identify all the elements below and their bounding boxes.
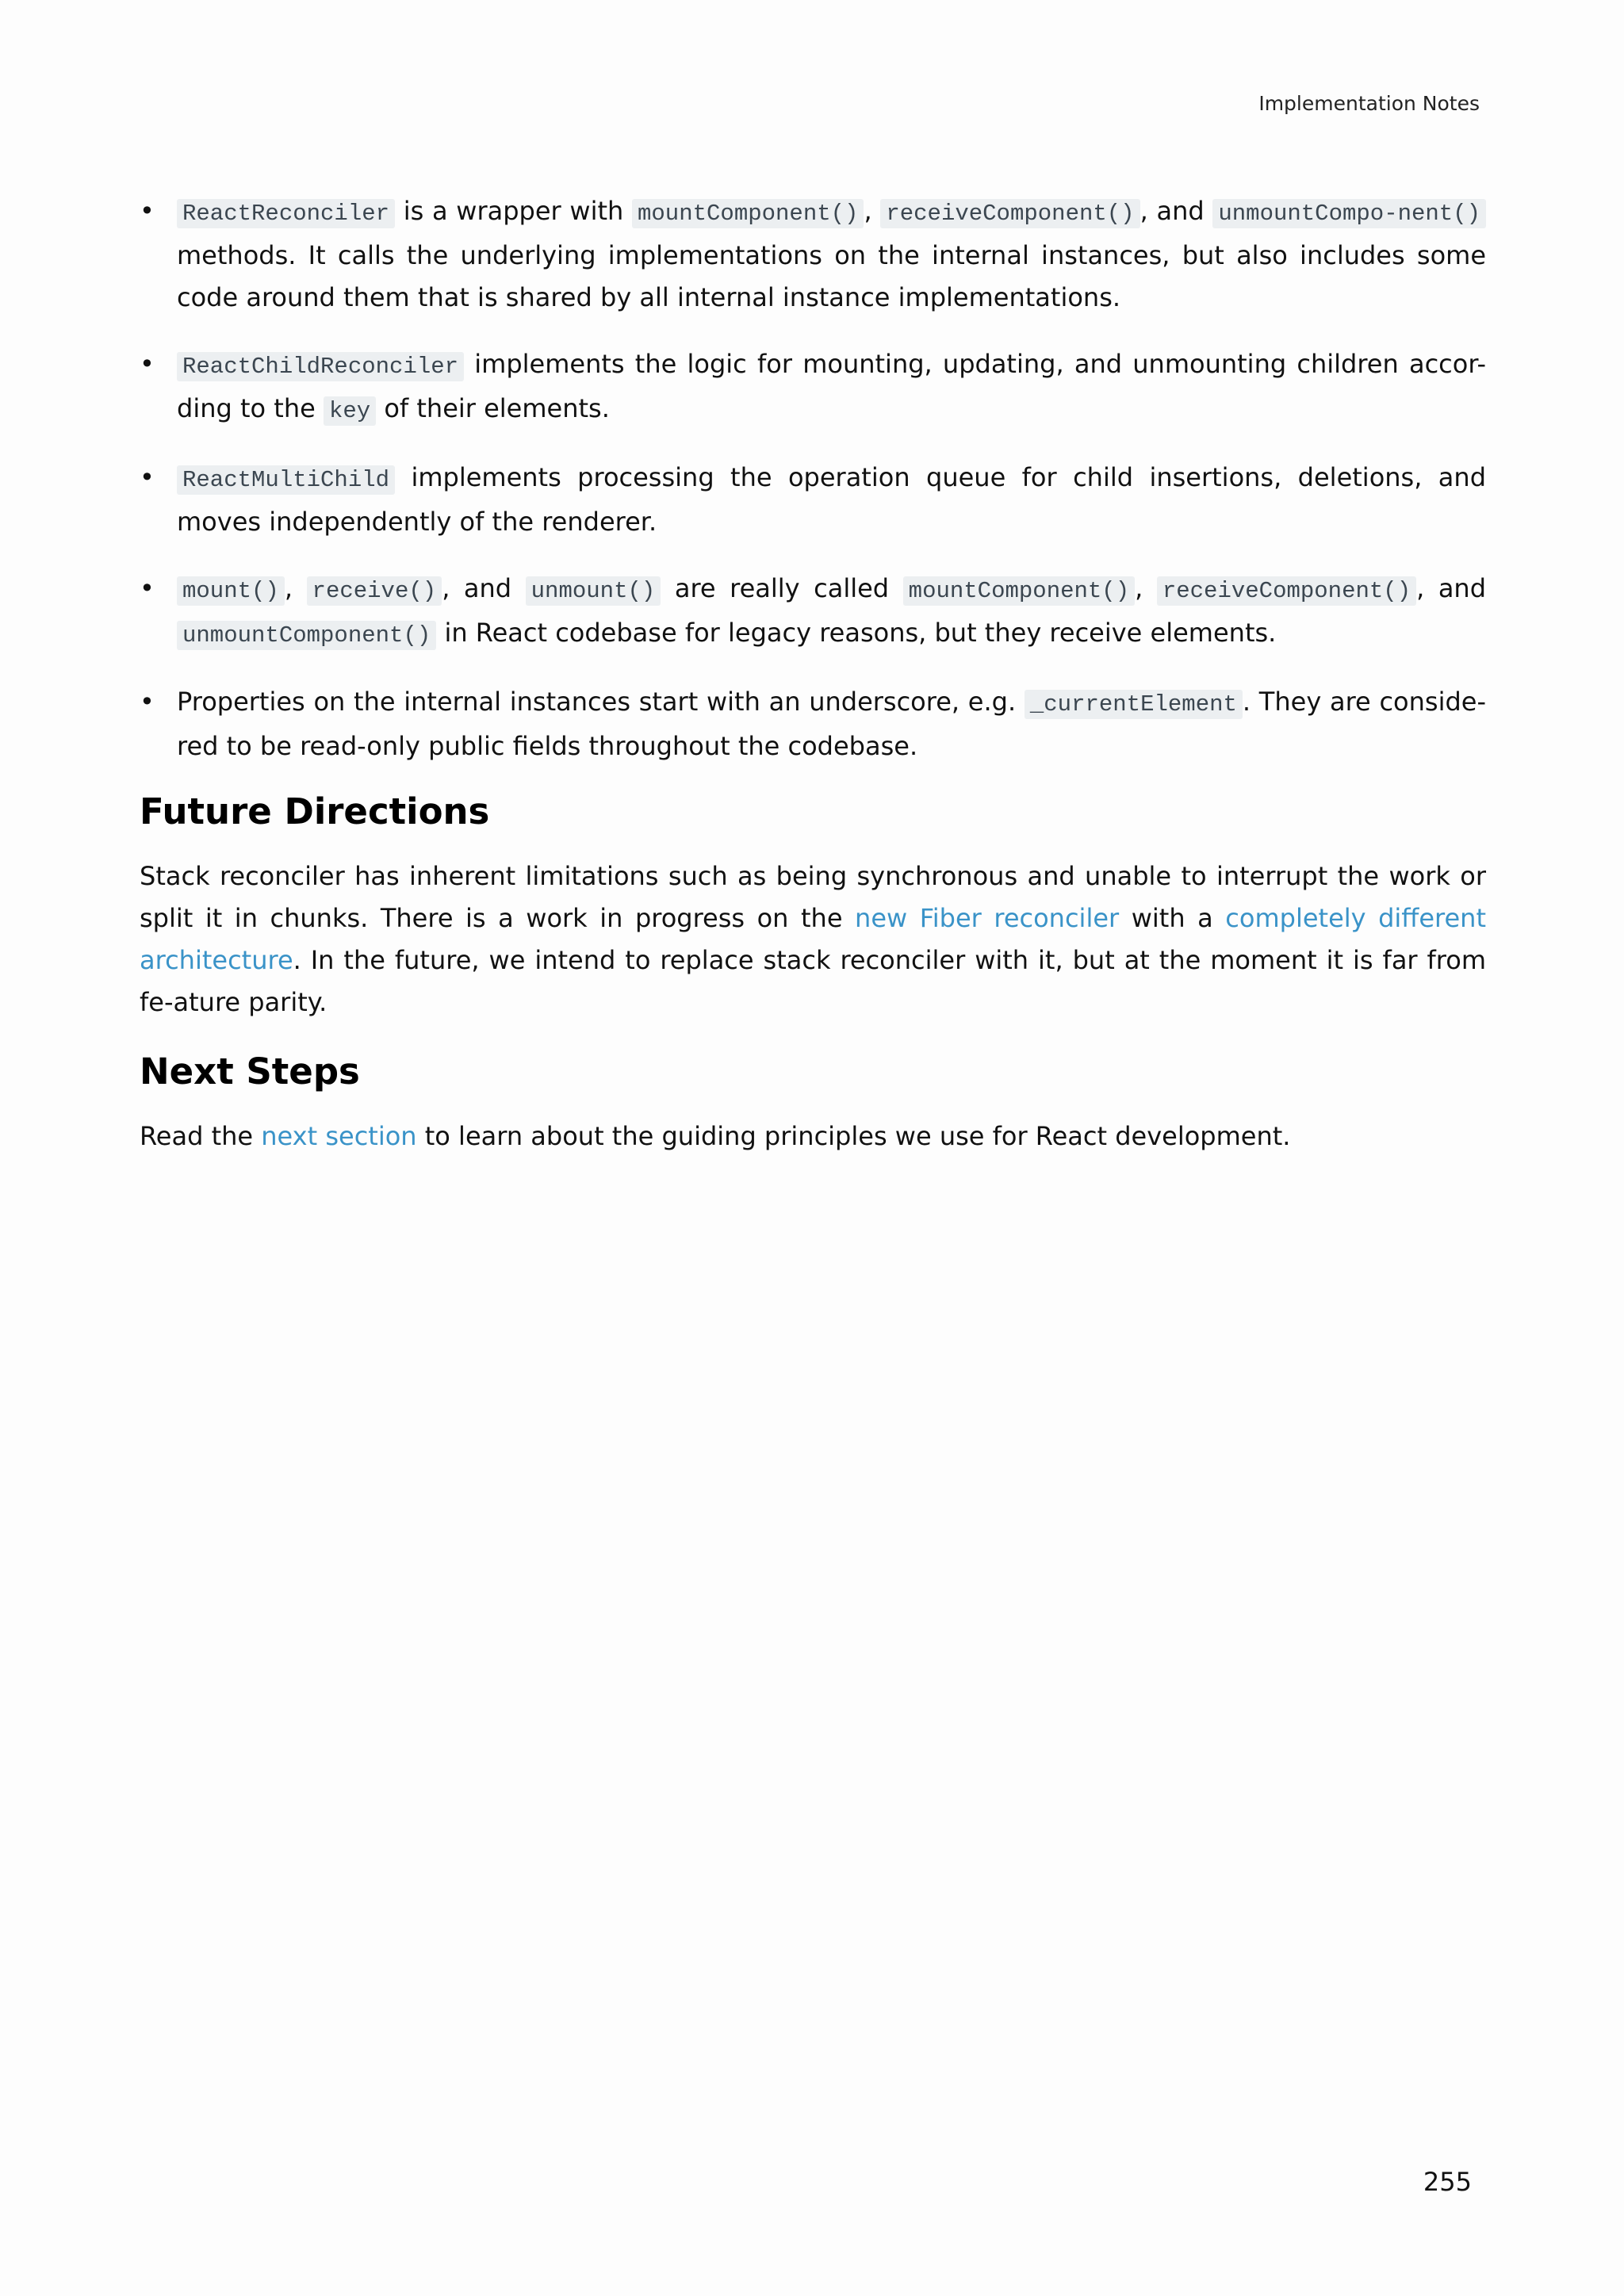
implementation-notes-list xyxy=(140,190,1486,767)
body-text: , and xyxy=(442,573,526,603)
inline-code: receiveComponent() xyxy=(880,199,1139,228)
inline-code: _currentElement xyxy=(1025,690,1243,719)
body-text: in React codebase for legacy reasons, but they receive elements. xyxy=(436,618,1277,648)
body-text: . They are conside-red to be read-only public fields throughout the codebase. xyxy=(177,687,1487,761)
architecture-link[interactable]: completely different architecture xyxy=(140,903,1487,975)
inline-code: unmount() xyxy=(526,576,661,606)
next-section-link[interactable]: next section xyxy=(261,1121,417,1151)
future-directions-paragraph xyxy=(140,855,1486,1024)
inline-code: key xyxy=(324,396,376,426)
list-item xyxy=(140,681,1486,767)
body-text: . In the future, we intend to replace stack reconciler with it, but at the moment it is far from fe-ature parity. xyxy=(140,945,1486,1017)
next-steps-heading: Next Steps xyxy=(140,1050,360,1093)
future-directions-heading: Future Directions xyxy=(140,790,490,832)
body-text: Properties on the internal instances start with an underscore, e.g. xyxy=(177,687,1025,717)
body-text: Read the xyxy=(140,1121,262,1151)
body-text: implements processing the operation queue for child insertions, deletions, and moves independently of the renderer. xyxy=(177,462,1486,537)
running-header: Implementation Notes xyxy=(1258,92,1480,115)
body-text: of their elements. xyxy=(376,393,610,423)
body-text: are really called xyxy=(661,573,903,603)
inline-code: mountComponent() xyxy=(903,576,1135,606)
body-text: , xyxy=(1135,573,1157,603)
body-text: implements the logic for mounting, updating, and unmounting children accor-ding to the xyxy=(177,349,1486,423)
list-item xyxy=(140,457,1486,543)
inline-code: receive() xyxy=(307,576,442,606)
body-text: , xyxy=(864,196,881,226)
inline-code: receiveComponent() xyxy=(1157,576,1416,606)
body-text: is a wrapper with xyxy=(395,196,632,226)
inline-code: ReactMultiChild xyxy=(177,465,395,495)
inline-code: mountComponent() xyxy=(632,199,864,228)
inline-code: ReactChildReconciler xyxy=(177,352,464,381)
list-item xyxy=(140,190,1486,319)
inline-code: ReactReconciler xyxy=(177,199,395,228)
inline-code: unmountComponent() xyxy=(177,621,436,650)
body-text: with a xyxy=(1119,903,1226,933)
body-text: methods. It calls the underlying implementations on the internal instances, but also includes some code around them that is shared by all internal instance implementations. xyxy=(177,240,1486,312)
inline-code: mount() xyxy=(177,576,285,606)
inline-code: unmountCompo-nent() xyxy=(1212,199,1486,228)
body-text: , and xyxy=(1416,573,1487,603)
body-text: to learn about the guiding principles we use for React development. xyxy=(416,1121,1291,1151)
list-item xyxy=(140,343,1486,432)
body-text: Stack reconciler has inherent limitations such as being synchronous and unable to interrupt the work or split it in chunks. There is a work in progress on the xyxy=(140,861,1486,933)
page-number: 255 xyxy=(1423,2167,1472,2197)
page-content xyxy=(140,190,1486,1158)
body-text: , xyxy=(284,573,307,603)
fiber-reconciler-link[interactable]: new Fiber reconciler xyxy=(855,903,1120,933)
next-steps-paragraph xyxy=(140,1115,1486,1158)
body-text: , and xyxy=(1139,196,1213,226)
list-item xyxy=(140,568,1486,656)
